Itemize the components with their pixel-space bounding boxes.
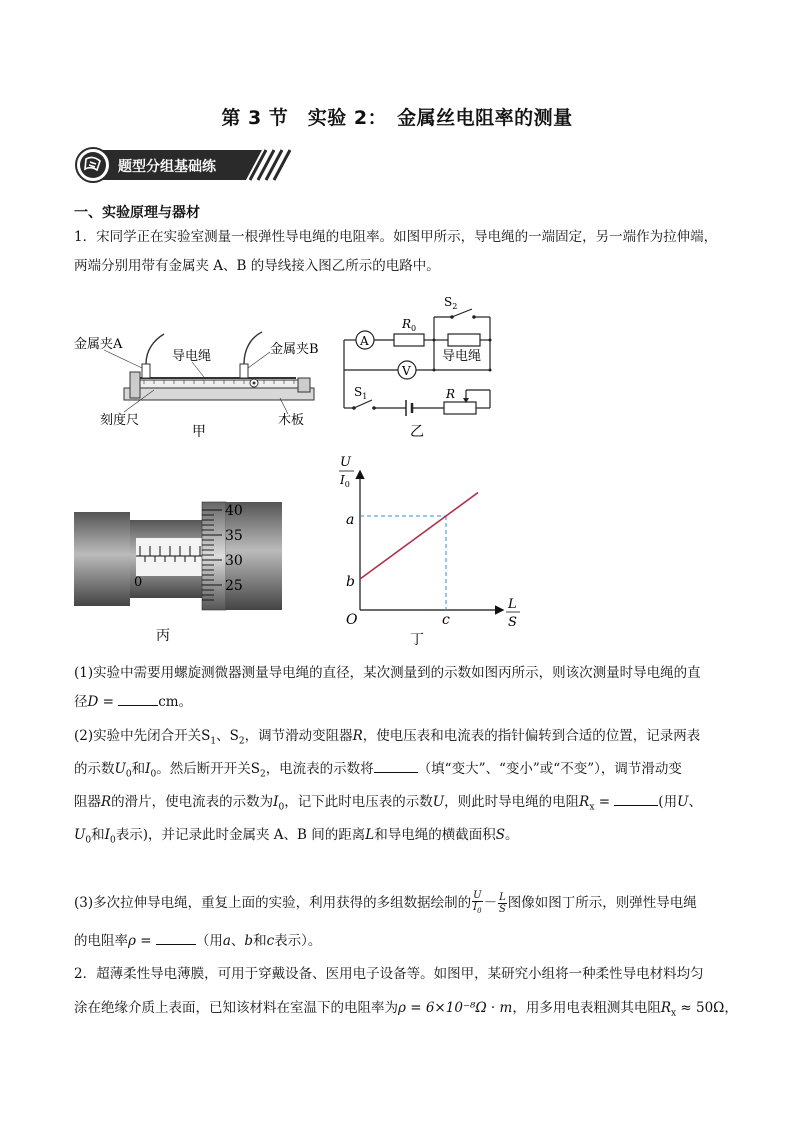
origin-label: O [346, 612, 358, 628]
q1-part1-line1: (1)实验中需要用螺旋测微器测量导电绳的直径，某次测量到的示数如图丙所示，则该次测量时导电绳的直 [74, 665, 701, 681]
switch-s1-label: S [354, 385, 363, 399]
resistor-r0-sub: 0 [411, 324, 417, 333]
y-label-num: U [340, 455, 351, 470]
sleeve-label-0: 0 [134, 575, 143, 590]
q1-stem-line1: 1．宋同学正在实验室测量一根弹性导电绳的电阻率。如图甲所示，导电绳的一端固定，另一端作为拉伸端， [74, 229, 718, 245]
q1-part2-line3: 阻器R的滑片，使电流表的示数为$I_0$，记下此时电压表的示数U，则此时导电绳的电阻$R_x$ = (用U、 [74, 789, 730, 822]
answer-blank-diameter[interactable] [118, 691, 158, 706]
q1-part3-line1: (3)多次拉伸导电绳，重复上面的实验，利用获得的多组数据绘制的 $\frac{U}{I_0}$ － $\frac{L}{S}$ 图像如图丁所示，则弹性导电绳 [74, 890, 697, 915]
thimble-label-25: 25 [225, 578, 243, 594]
tick-c: c [442, 612, 450, 628]
q1-part2-line1: (2)实验中先闭合开关$S_1$、$S_2$，调节滑动变阻器R，使电压表和电流表的指针偏转到合适的位置，记录两表 [74, 728, 701, 747]
q2-line2: 涂在绝缘介质上表面，已知该材料在室温下的电阻率为ρ = 6×10⁻⁸Ω · m，用多用电表粗测其电阻$R_x \approx 50\Omega$， [74, 1000, 738, 1019]
figure-jia [74, 320, 344, 442]
q1-part3-line2: 的电阻率ρ = （用a、b和c表示）。 [74, 928, 730, 955]
figure-yi-circuit [338, 290, 508, 442]
figure-bing-micrometer [74, 498, 284, 646]
answer-blank-ammeter-change[interactable] [374, 758, 418, 773]
switch-s2-sub: 2 [452, 302, 458, 311]
switch-s1-sub: 1 [362, 392, 368, 401]
tick-b: b [346, 574, 355, 590]
svg-text:I0 [339, 473, 350, 489]
label-rope: 导电绳 [172, 349, 212, 364]
caption-yi: 乙 [410, 424, 424, 440]
resistor-r0-label: R [402, 317, 412, 331]
thimble-label-30: 30 [225, 553, 243, 569]
label-board: 木板 [278, 413, 305, 428]
svg-text:R0 [401, 317, 416, 333]
q1-part2-line4: $U_0$和$I_0$表示)，并记录此时金属夹 A、B 间的距离L和导电绳的横截面积S。 [74, 827, 519, 846]
ammeter-label: A [360, 334, 369, 348]
q1-part2-line2: 的示数$U_0$和$I_0$。然后断开开关$S_2$，电流表的示数将 （填“变大”、“变小”或“不变”），调节滑动变 [74, 756, 730, 789]
label-ruler: 刻度尺 [100, 413, 140, 428]
section-banner [74, 146, 296, 184]
y-label-den: I [340, 473, 345, 487]
rope-resistor-label: 导电绳 [442, 349, 482, 364]
q1-part1-line2: 径D = cm。 [74, 689, 730, 716]
fraction-l-over-s: $\frac{L}{S}$ [498, 892, 506, 915]
q1-stem-line2: 两端分别用带有金属夹 A、B 的导线接入图乙所示的电路中。 [74, 258, 440, 274]
x-label-num: L [508, 597, 517, 612]
x-label-den: S [508, 615, 517, 630]
answer-blank-resistance[interactable] [614, 791, 658, 806]
thimble-label-40: 40 [225, 503, 243, 519]
figure-ding-graph [334, 452, 534, 648]
banner-label: 题型分组基础练 [118, 159, 216, 175]
section-heading: 一、实验原理与器材 [74, 205, 200, 221]
rheostat-label: R [446, 387, 456, 401]
q2-line1: 2．超薄柔性导电薄膜，可用于穿戴设备、医用电子设备等。如图甲，某研究小组将一种柔性导电材料均匀 [74, 966, 704, 982]
svg-text:S1 [354, 385, 367, 401]
svg-text:S2 [444, 295, 457, 311]
caption-ding: 丁 [410, 632, 424, 648]
voltmeter-label: V [402, 364, 411, 378]
answer-blank-resistivity[interactable] [156, 930, 196, 945]
tick-a: a [346, 512, 355, 528]
label-clamp-b: 金属夹B [270, 342, 319, 357]
caption-bing: 丙 [156, 628, 170, 644]
fraction-u-over-i0: $\frac{U}{I_0}$ [473, 890, 482, 915]
data-series-line [360, 493, 478, 579]
thimble-label-35: 35 [225, 528, 243, 544]
y-label-den-sub: 0 [344, 480, 350, 489]
switch-s2-label: S [444, 295, 453, 309]
caption-jia: 甲 [192, 424, 206, 440]
page-title: 第 3 节 实验 2： 金属丝电阻率的测量 [221, 107, 573, 129]
label-clamp-a: 金属夹A [74, 337, 123, 352]
